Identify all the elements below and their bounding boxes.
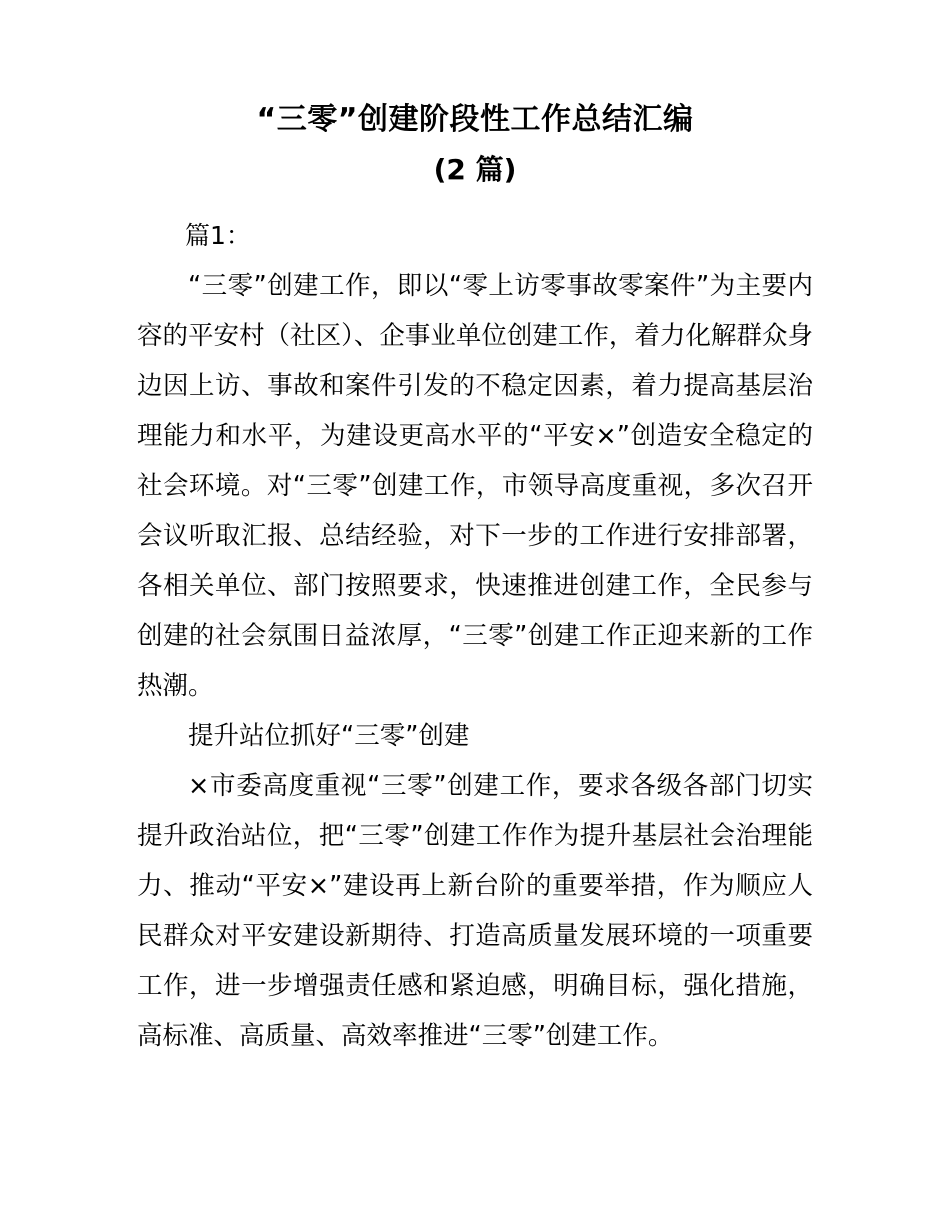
sub-heading: 提升站位抓好“三零”创建 xyxy=(188,721,470,751)
document-title: “三零”创建阶段性工作总结汇编 xyxy=(256,102,694,137)
document-body xyxy=(137,95,813,1061)
section-label: 篇1： xyxy=(185,221,251,250)
body-paragraph: ×市委高度重视“三零”创建工作，要求各级各部门切实提升政治站位，把“三零”创建工作作为提升基层社会治理能力、推动“平安×”建设再上新台阶的重要举措，作为顺应人民群众对平安建设新期待、打造高质量发展环境的一项重要工作，进一步增强责任感和紧迫感，明确目标，强化措施，高标准、高质量、高效率推进“三零”创建工作。 xyxy=(137,771,813,1051)
document-subtitle: (2 篇) xyxy=(433,153,517,186)
body-paragraph: “三零”创建工作，即以“零上访零事故零案件”为主要内容的平安村（社区）、企事业单位创建工作，着力化解群众身边因上访、事故和案件引发的不稳定因素，着力提高基层治理能力和水平，为建设更高水平的“平安×”创造安全稳定的社会环境。对“三零”创建工作，市领导高度重视，多次召开会议听取汇报、总结经验，对下一步的工作进行安排部署，各相关单位、部门按照要求，快速推进创建工作，全民参与创建的社会氛围日益浓厚，“三零”创建工作正迎来新的工作热潮。 xyxy=(137,271,813,701)
